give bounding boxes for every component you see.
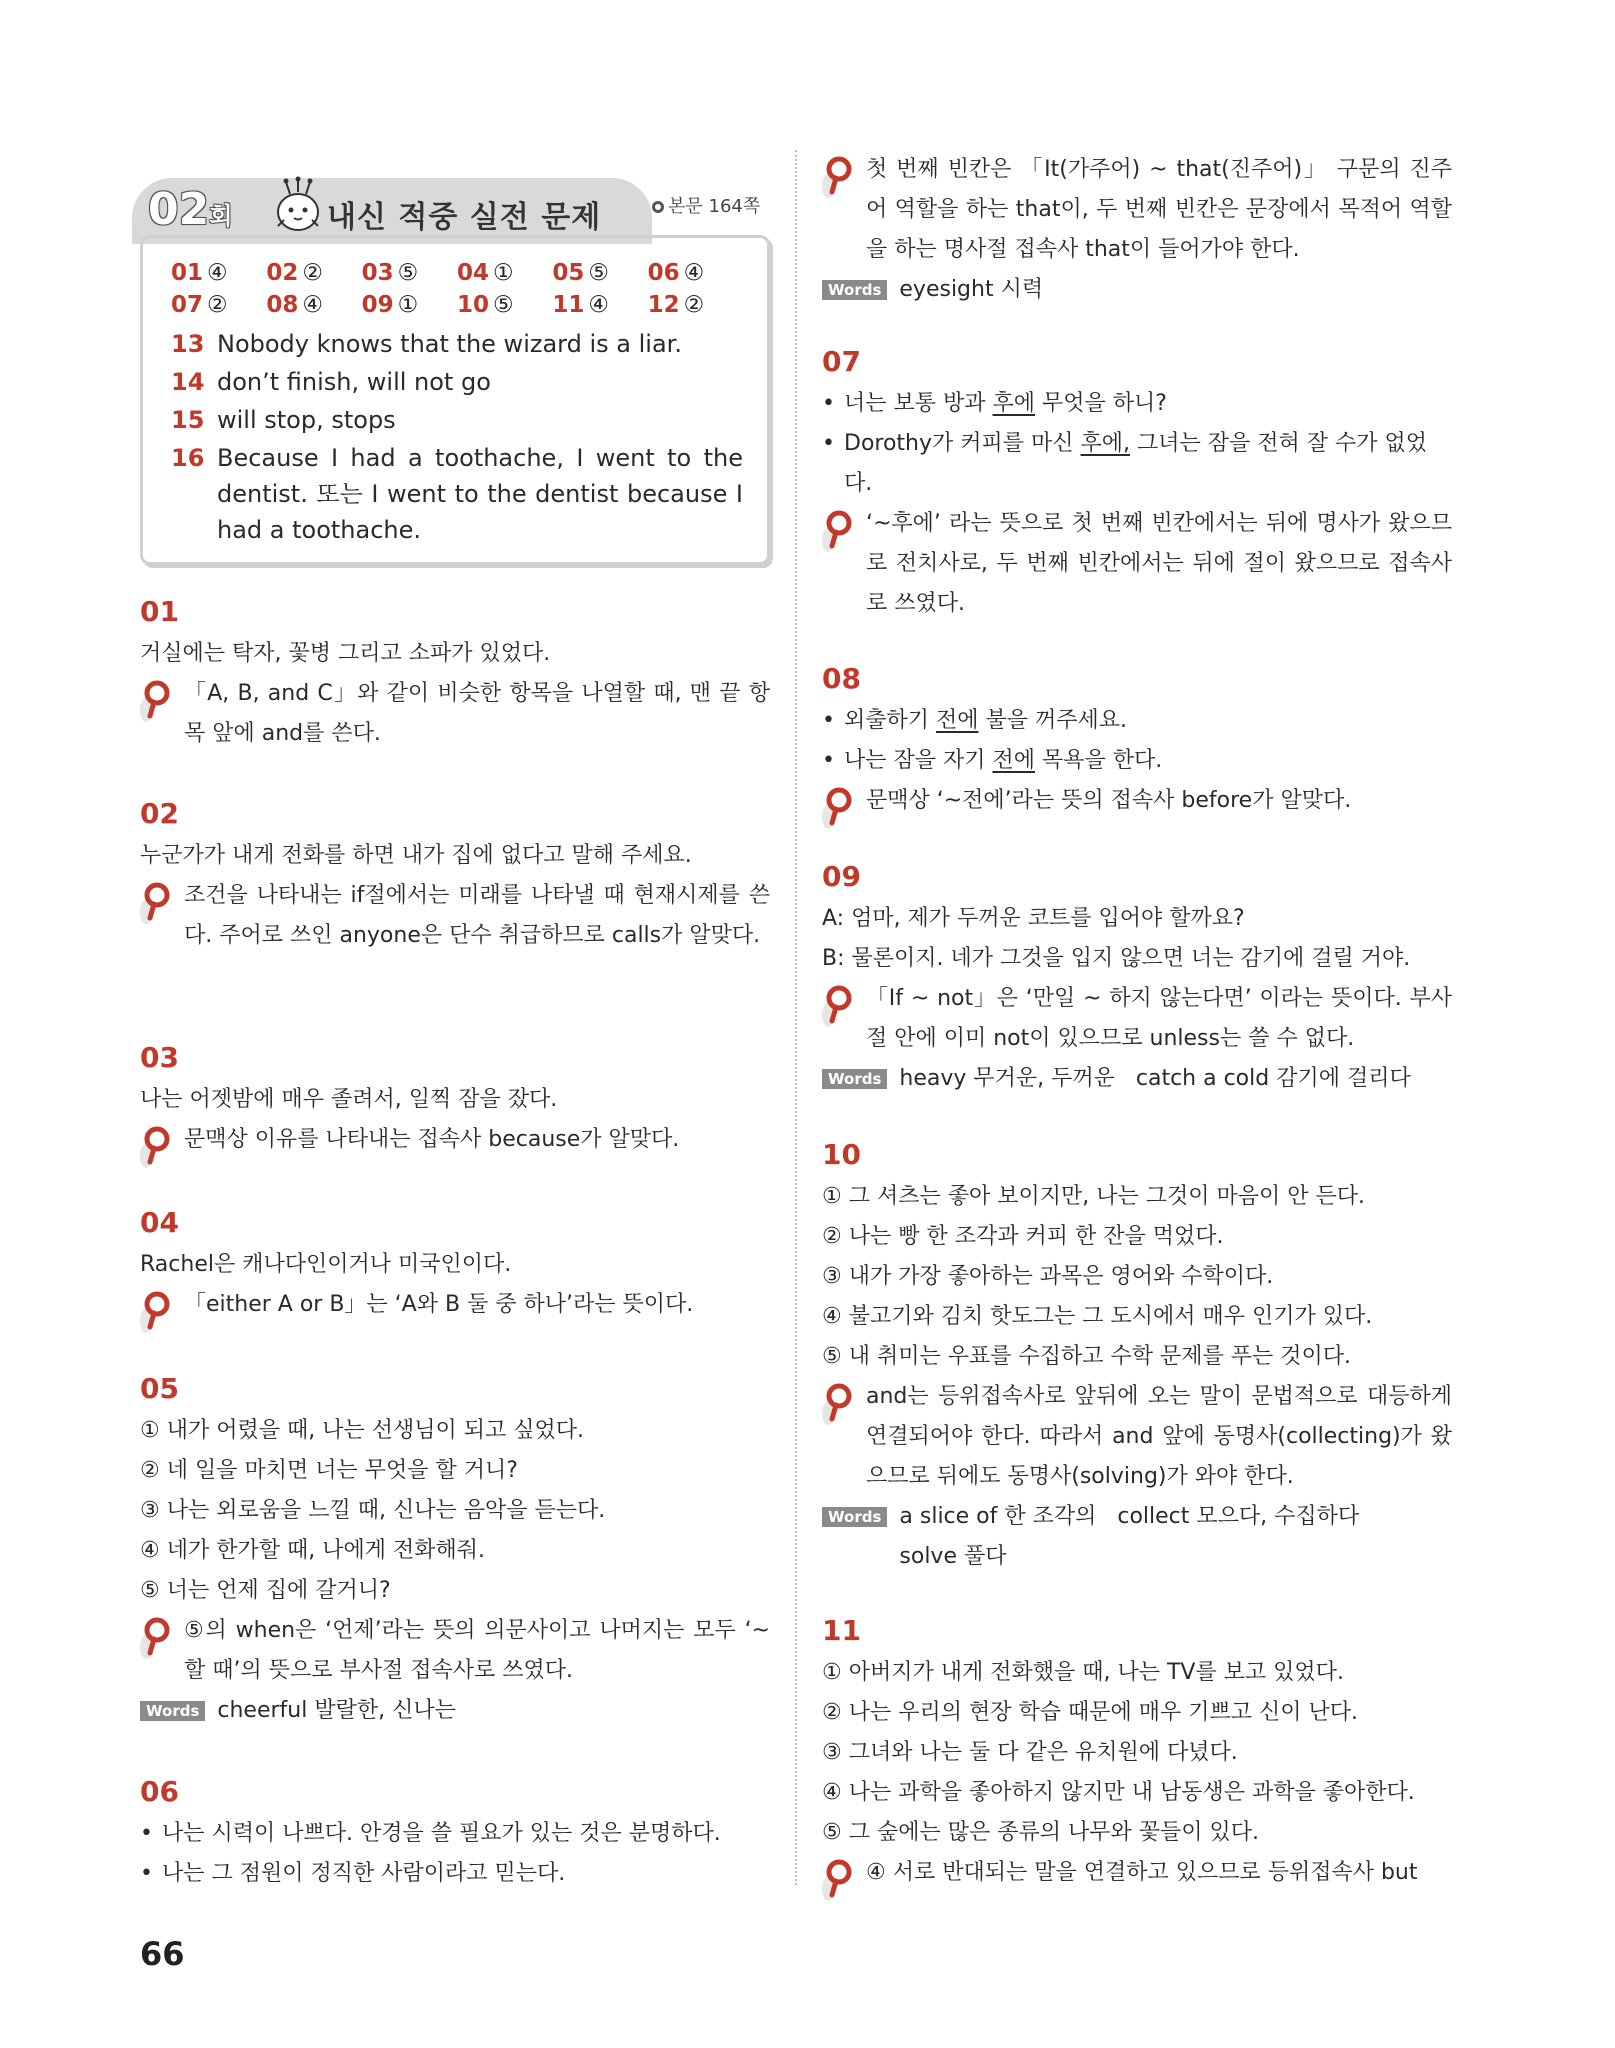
words-badge: Words (140, 1701, 205, 1721)
translation: 누군가가 내게 전화를 하면 내가 집에 없다고 말해 주세요. (140, 843, 692, 868)
question-number: 10 (822, 1138, 861, 1171)
words-box: Words a slice of 한 조각의 collect 모으다, 수집하다 solve 풀다 (822, 1497, 1452, 1577)
question-05 (140, 1372, 770, 1731)
tip: 첫 번째 빈칸은 「It(가주어) ~ that(진주어)」 구문의 진주어 역할을 하는 that이, 두 번째 빈칸은 문장에서 목적어 역할을 하는 명사절 접속사 that이 들어가야 한다. (822, 150, 1452, 270)
translation: 거실에는 탁자, 꽃병 그리고 소파가 있었다. (140, 641, 551, 666)
magnifier-icon (140, 1120, 184, 1160)
tip: ⑤의 when은 ‘언제’라는 뜻의 의문사이고 나머지는 모두 ‘~할 때’의 뜻으로 부사절 접속사로 쓰였다. (140, 1611, 770, 1691)
option-line: ① 그 셔츠는 좋아 보이지만, 나는 그것이 마음이 안 든다. (822, 1184, 1365, 1209)
tip: 문맥상 이유를 나타내는 접속사 because가 알맞다. (140, 1120, 770, 1160)
answer-text-row: 13 Nobody knows that the wizard is a liar. (171, 330, 682, 358)
dialog-line: B: 물론이지. 네가 그것을 입지 않으면 너는 감기에 걸릴 거야. (822, 946, 1411, 971)
answer-cell: 01 ④ (171, 260, 228, 286)
bullet-line: • 너는 보통 방과 후에 무엇을 하니? (822, 391, 1167, 416)
question-number: 08 (822, 662, 861, 695)
answer-text-list (171, 326, 743, 548)
answer-grid (171, 260, 743, 318)
tip: and는 등위접속사로 앞뒤에 오는 말이 문법적으로 대등하게 연결되어야 한다. 따라서 and 앞에 동명사(collecting)가 왔으므로 뒤에도 동명사(solving)가 와야 한다. (822, 1377, 1452, 1497)
question-number: 04 (140, 1206, 179, 1239)
words-box: Words cheerful 발랄한, 신나는 (140, 1691, 770, 1731)
bullet-line: • 나는 그 점원이 정직한 사람이라고 믿는다. (140, 1861, 566, 1886)
tip: ‘~후에’ 라는 뜻으로 첫 번째 빈칸에서는 뒤에 명사가 왔으므로 전치사로, 두 번째 빈칸에서는 뒤에 절이 왔으므로 접속사로 쓰였다. (822, 504, 1452, 624)
question-10 (822, 1138, 1452, 1577)
tip: 「A, B, and C」와 같이 비슷한 항목을 나열할 때, 맨 끝 항목 앞에 and를 쓴다. (140, 674, 770, 754)
translation: 나는 어젯밤에 매우 졸려서, 일찍 잠을 잤다. (140, 1087, 558, 1112)
magnifier-icon (822, 150, 866, 270)
question-number: 02 (140, 797, 179, 830)
question-08 (822, 662, 1452, 821)
mascot-icon (272, 176, 324, 236)
answer-text-row: 16 Because I had a toothache, I went to the dentist. 또는 I went to the dentist because I had a toothache. (171, 444, 743, 544)
translation: Rachel은 캐나다인이거나 미국인이다. (140, 1252, 512, 1277)
magnifier-icon (822, 979, 866, 1059)
option-line: ⑤ 그 숲에는 많은 종류의 나무와 꽃들이 있다. (822, 1820, 1259, 1845)
bullet-line: • 나는 시력이 나쁘다. 안경을 쓸 필요가 있는 것은 분명하다. (140, 1821, 721, 1846)
question-11 (822, 1614, 1452, 1893)
bullet-line: • 나는 잠을 자기 전에 목욕을 한다. (822, 748, 1163, 773)
answer-cell: 06 ④ (647, 260, 705, 286)
option-line: ④ 나는 과학을 좋아하지 않지만 내 남동생은 과학을 좋아한다. (822, 1780, 1415, 1805)
magnifier-icon (822, 1377, 866, 1497)
option-line: ① 아버지가 내게 전화했을 때, 나는 TV를 보고 있었다. (822, 1660, 1344, 1685)
magnifier-icon (140, 1611, 184, 1691)
tip: 「either A or B」는 ‘A와 B 둘 중 하나’라는 뜻이다. (140, 1285, 770, 1325)
question-06 (140, 1775, 770, 1894)
answer-cell: 09 ① (361, 292, 419, 318)
answer-key-box (140, 235, 770, 565)
magnifier-icon (822, 1853, 866, 1893)
question-01 (140, 595, 770, 754)
answer-text-row: 14 don’t finish, will not go (171, 368, 491, 396)
answer-cell: 10 ⑤ (457, 292, 514, 318)
option-line: ⑤ 내 취미는 우표를 수집하고 수학 문제를 푸는 것이다. (822, 1344, 1351, 1369)
answer-cell: 04 ① (457, 260, 514, 286)
question-03 (140, 1041, 770, 1160)
question-06-continued (822, 150, 1452, 310)
option-line: ② 나는 우리의 현장 학습 때문에 매우 기쁘고 신이 난다. (822, 1700, 1358, 1725)
question-number: 01 (140, 595, 179, 628)
round-number: 02회 (148, 184, 233, 235)
question-number: 03 (140, 1041, 179, 1074)
question-number: 07 (822, 345, 861, 378)
answer-cell: 08 ④ (266, 292, 323, 318)
option-line: ④ 네가 한가할 때, 나에게 전화해줘. (140, 1538, 485, 1563)
magnifier-icon (140, 1285, 184, 1325)
question-04 (140, 1206, 770, 1325)
option-line: ② 나는 빵 한 조각과 커피 한 잔을 먹었다. (822, 1224, 1224, 1249)
tip: ④ 서로 반대되는 말을 연결하고 있으므로 등위접속사 but (822, 1853, 1452, 1893)
option-line: ② 네 일을 마치면 너는 무엇을 할 거니? (140, 1458, 518, 1483)
magnifier-icon (822, 504, 866, 624)
answer-text-row: 15 will stop, stops (171, 406, 396, 434)
column-divider (795, 150, 797, 1885)
bullet-circle-icon (652, 201, 664, 213)
question-09 (822, 860, 1452, 1099)
answer-cell: 03 ⑤ (361, 260, 419, 286)
option-line: ⑤ 너는 언제 집에 갈거니? (140, 1578, 391, 1603)
answer-cell: 07 ② (171, 292, 228, 318)
option-line: ③ 내가 가장 좋아하는 과목은 영어와 수학이다. (822, 1264, 1274, 1289)
option-line: ① 내가 어렸을 때, 나는 선생님이 되고 싶었다. (140, 1418, 584, 1443)
page-title: 내신 적중 실전 문제 (327, 200, 602, 235)
dialog-line: A: 엄마, 제가 두꺼운 코트를 입어야 할까요? (822, 906, 1245, 931)
page-number: 66 (140, 1935, 185, 1973)
answer-cell: 11 ④ (552, 292, 609, 318)
question-02 (140, 797, 770, 956)
page-reference: 본문 164쪽 (652, 192, 760, 218)
option-line: ③ 나는 외로움을 느낄 때, 신나는 음악을 듣는다. (140, 1498, 606, 1523)
words-box: Words eyesight 시력 (822, 270, 1452, 310)
magnifier-icon (140, 674, 184, 754)
magnifier-icon (822, 781, 866, 821)
question-number: 06 (140, 1775, 179, 1808)
bullet-line: • 외출하기 전에 불을 꺼주세요. (822, 708, 1128, 733)
answer-cell: 02 ② (266, 260, 323, 286)
magnifier-icon (140, 876, 184, 956)
words-badge: Words (822, 1069, 887, 1089)
question-number: 09 (822, 860, 861, 893)
bullet-line: • Dorothy가 커피를 마신 후에, 그녀는 잠을 전혀 잘 수가 없었다. (822, 431, 1427, 496)
tip: 「If ~ not」은 ‘만일 ~ 하지 않는다면’ 이라는 뜻이다. 부사절 안에 이미 not이 있으므로 unless는 쓸 수 없다. (822, 979, 1452, 1059)
question-number: 05 (140, 1372, 179, 1405)
question-number: 11 (822, 1614, 861, 1647)
tip: 문맥상 ‘~전에’라는 뜻의 접속사 before가 알맞다. (822, 781, 1452, 821)
words-badge: Words (822, 1507, 887, 1527)
words-box: Words heavy 무거운, 두꺼운 catch a cold 감기에 걸리다 (822, 1059, 1452, 1099)
option-line: ④ 불고기와 김치 핫도그는 그 도시에서 매우 인기가 있다. (822, 1304, 1373, 1329)
words-badge: Words (822, 280, 887, 300)
answer-cell: 05 ⑤ (552, 260, 609, 286)
tip: 조건을 나타내는 if절에서는 미래를 나타낼 때 현재시제를 쓴다. 주어로 쓰인 anyone은 단수 취급하므로 calls가 알맞다. (140, 876, 770, 956)
option-line: ③ 그녀와 나는 둘 다 같은 유치원에 다녔다. (822, 1740, 1238, 1765)
question-07 (822, 345, 1452, 624)
answer-cell: 12 ② (647, 292, 705, 318)
